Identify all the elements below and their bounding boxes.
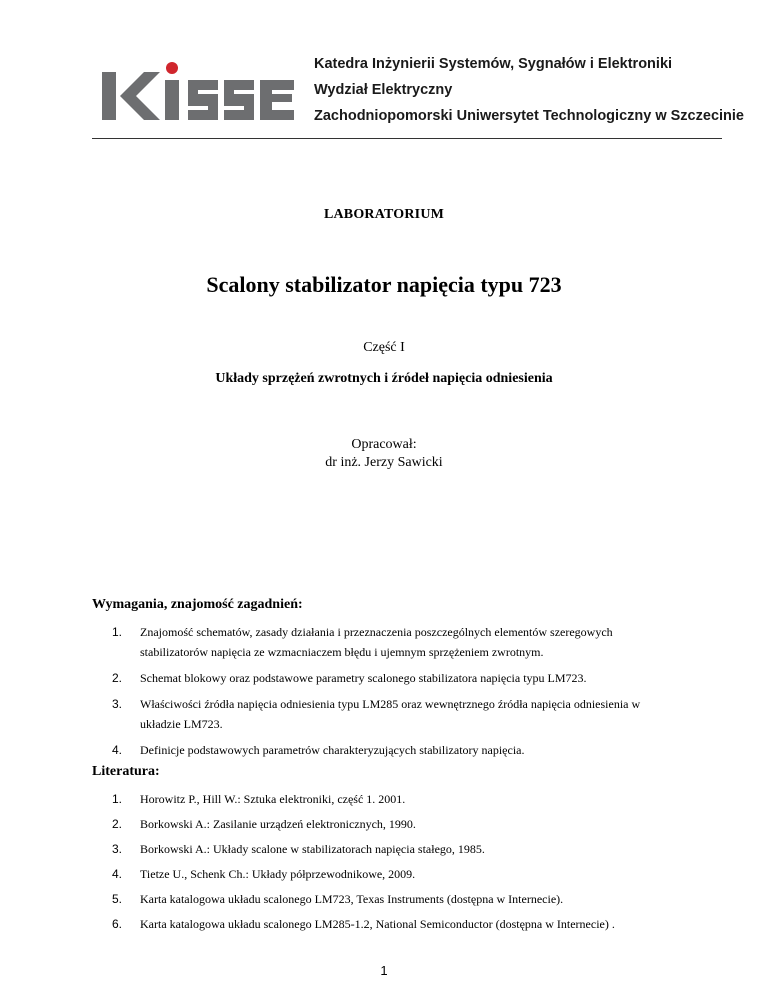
author-name: dr inż. Jerzy Sawicki [325,455,443,470]
page-number: 1 [380,963,388,978]
list-item: 2. Borkowski A.: Zasilanie urządzeń elektronicznych, 1990. [112,817,416,831]
list-item: 1. Znajomość schematów, zasady działania i przeznaczenia poszczególnych elementów szeregowych stabilizatorów napięcia ze wzmacniaczem błędu i ujemnym sprzężeniem zwrotnym. [112,625,613,659]
kisse-logo [100,58,300,130]
document-label: LABORATORIUM [323,207,445,222]
department-name: Katedra Inżynierii Systemów, Sygnałów i Elektroniki [314,56,673,72]
header-divider [92,138,722,139]
list-item: 5. Karta katalogowa układu scalonego LM723, Texas Instruments (dostępna w Internecie). [112,892,564,906]
list-item: 4. Definicje podstawowych parametrów charakteryzujących stabilizatory napięcia. [112,743,525,757]
list-item: 2. Schemat blokowy oraz podstawowe parametry scalonego stabilizatora napięcia typu LM723. [112,671,587,685]
faculty-name: Wydział Elektryczny [314,82,453,98]
list-item: 3. Borkowski A.: Układy scalone w stabilizatorach napięcia stałego, 1985. [112,842,485,856]
list-item: 4. Tietze U., Schenk Ch.: Układy półprzewodnikowe, 2009. [112,867,416,881]
author-label: Opracował: [351,437,417,452]
list-item: 1. Horowitz P., Hill W.: Sztuka elektroniki, część 1. 2001. [112,792,406,806]
list-item: 3. Właściwości źródła napięcia odniesienia typu LM285 oraz wewnętrznego źródła napięcia odniesienia w układzie LM723. [112,697,641,731]
document-title: Scalony stabilizator napięcia typu 723 [206,272,562,297]
page-header [100,56,744,136]
literature-list [112,789,672,939]
list-item: 6. Karta katalogowa układu scalonego LM285-1.2, National Semiconductor (dostępna w Internecie) . [112,917,615,931]
requirements-list [112,622,672,766]
literature-heading: Literatura: [92,764,160,779]
document-part: Część I [363,340,405,355]
document-subtitle: Układy sprzężeń zwrotnych i źródeł napięcia odniesienia [215,371,553,386]
university-name: Zachodniopomorski Uniwersytet Technologiczny w Szczecinie [314,108,744,124]
requirements-heading: Wymagania, znajomość zagadnień: [92,597,303,612]
